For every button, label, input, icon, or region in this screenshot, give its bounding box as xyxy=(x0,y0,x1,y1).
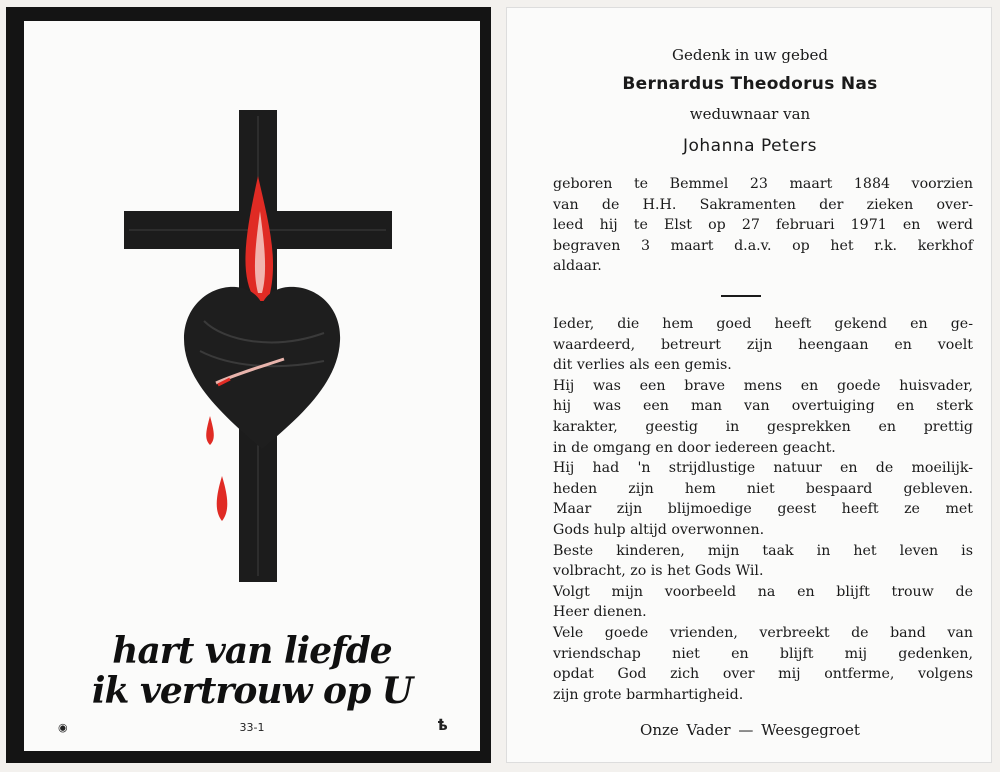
text-line: Heer dienen. xyxy=(553,604,647,621)
text-line: opdat God zich over mij ontferme, volgens xyxy=(553,666,973,683)
cross-heart-illustration xyxy=(24,21,480,621)
bio-line: aldaar. xyxy=(553,258,602,275)
text-line: Volgt mijn voorbeeld na en blijft trouw de xyxy=(553,583,973,600)
text-line: Ieder, die hem goed heeft gekend en ge- xyxy=(553,316,973,332)
bio-line: leed hij te Elst op 27 februari 1971 en werd xyxy=(553,217,973,234)
text-line: Vele goede vrienden, verbreekt de band van xyxy=(553,624,973,641)
motto-line-1: hart van liefde xyxy=(112,630,392,672)
text-line: dit verlies als een gemis. xyxy=(553,357,732,374)
bio-line: geboren te Bemmel 23 maart 1884 voorzien xyxy=(553,176,973,192)
text-line: Gods hulp altijd overwonnen. xyxy=(553,521,765,538)
text-line: zijn grote barmhartigheid. xyxy=(553,686,744,703)
text-line: Beste kinderen, mijn taak in het leven is xyxy=(553,542,973,559)
divider xyxy=(721,295,761,297)
text-line: Maar zijn blijmoedige geest heeft ze met xyxy=(553,501,973,518)
publisher-mark-icon: ҍ xyxy=(438,715,448,734)
deceased-name: Bernardus Theodorus Nas xyxy=(622,74,878,94)
text-line: Hij had 'n strijdlustige natuur en de moeilijk- xyxy=(553,460,973,477)
closing-prayers: Onze Vader — Weesgegroet xyxy=(640,721,860,739)
text-line: in de omgang en door iedereen geacht. xyxy=(553,439,836,456)
sacred-heart-icon xyxy=(184,287,340,449)
biography-paragraph xyxy=(553,174,973,277)
blood-drop-icon xyxy=(206,416,227,521)
text-line: hij was een man van overtuiging en sterk xyxy=(553,398,973,415)
prayer-card-back xyxy=(506,7,992,763)
text-line: waardeerd, betreurt zijn heengaan en voelt xyxy=(553,336,973,353)
text-line: heden zijn hem niet bespaard gebleven. xyxy=(553,480,973,497)
text-line: Hij was een brave mens en goede huisvader, xyxy=(553,377,973,394)
text-line: volbracht, zo is het Gods Wil. xyxy=(553,563,764,580)
text-line: vriendschap niet en blijft mij gedenken, xyxy=(553,645,973,662)
bio-line: begraven 3 maart d.a.v. op het r.k. kerkhof xyxy=(553,237,973,254)
motto-line-2: ik vertrouw op U xyxy=(91,670,413,712)
prayer-card-front xyxy=(6,7,491,763)
gedenk-heading: Gedenk in uw gebed xyxy=(672,46,828,64)
text-line: karakter, geestig in gesprekken en prettig xyxy=(553,418,973,435)
bio-line: van de H.H. Sakramenten der zieken over- xyxy=(553,196,973,213)
card-code: 33-1 xyxy=(239,721,265,734)
spouse-name: Johanna Peters xyxy=(682,136,818,156)
prayer-card-front-panel xyxy=(24,21,480,751)
widower-line: weduwnaar van xyxy=(689,105,811,123)
memorial-text xyxy=(553,314,973,705)
printer-mark-icon: ◉ xyxy=(58,721,68,734)
